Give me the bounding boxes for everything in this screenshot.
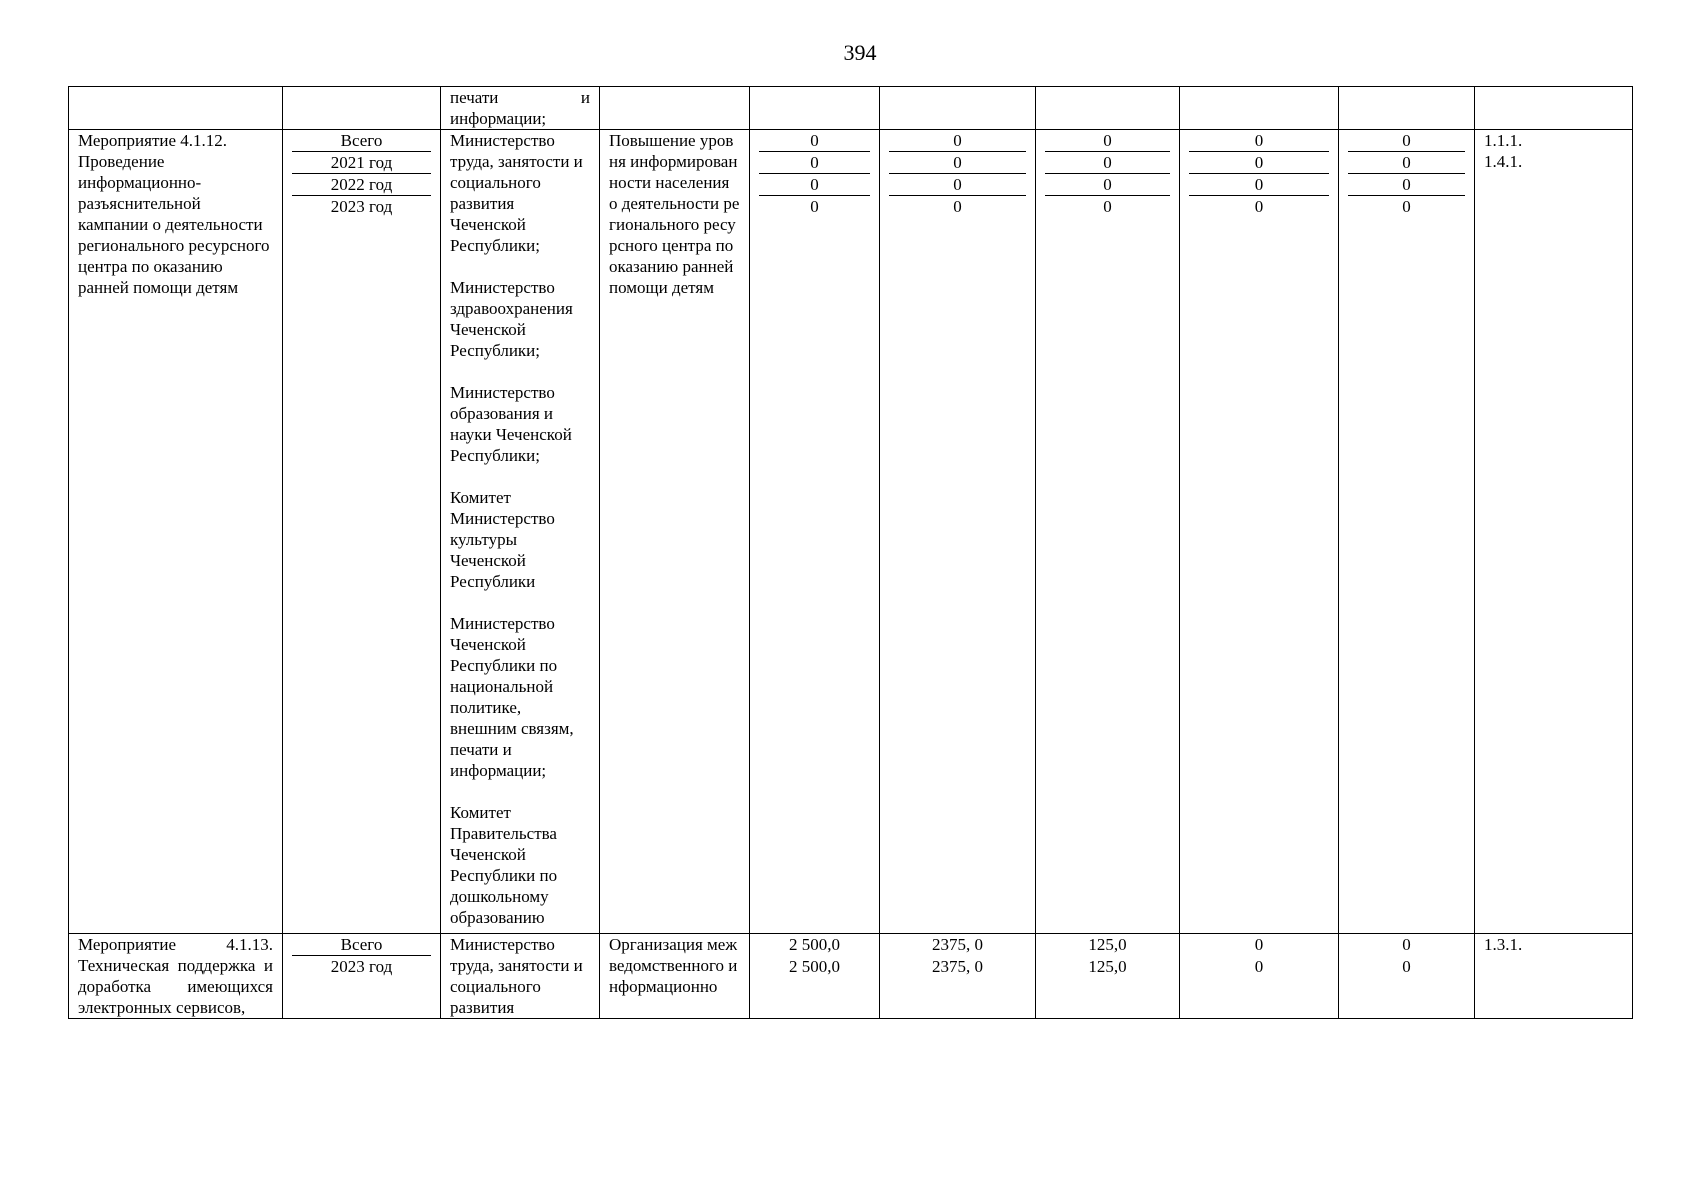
amount-col-1 <box>750 934 880 1019</box>
expected-result: Организация межведомственного информационно <box>609 935 738 996</box>
amount-value: 0 <box>889 174 1026 196</box>
table-row-continuation <box>69 87 1633 130</box>
amount-value: 0 <box>1348 152 1465 174</box>
executor-item: Министерство труда, занятости и социального развития <box>450 935 583 1017</box>
executors-cell <box>441 934 600 1019</box>
indicator-code: 1.1.1. <box>1484 131 1523 150</box>
amount-value: 2375, 0 <box>932 957 983 976</box>
cell-empty <box>600 87 750 130</box>
amount-value: 0 <box>759 174 870 196</box>
amount-value: 0 <box>1348 130 1465 152</box>
amount-value: 0 <box>889 152 1026 174</box>
amount-value: 2 500,0 <box>789 935 840 954</box>
amount-value: 0 <box>1402 957 1411 976</box>
amount-value: 0 <box>759 152 870 174</box>
cell-empty <box>1339 87 1475 130</box>
amount-value: 0 <box>1189 174 1329 196</box>
expected-result: Повышение уровня информированности населения о деятельности регионального ресурсного центра по оказанию ранней помощи детям <box>609 131 740 297</box>
executors-continuation-line: информации; <box>450 109 547 128</box>
amount-value: 125,0 <box>1088 935 1127 954</box>
period-label: Всего <box>292 130 431 152</box>
periods-cell <box>283 934 441 1019</box>
amount-value: 0 <box>1103 197 1112 216</box>
amount-value: 2375, 0 <box>932 935 983 954</box>
result-cell <box>600 130 750 934</box>
period-label: 2023 год <box>330 197 393 216</box>
executor-item: Министерство образования и науки Чеченской Республики; <box>450 383 572 465</box>
executor-item: Министерство труда, занятости и социального развития Чеченской Республики; <box>450 131 583 255</box>
page-number: 394 <box>843 40 877 65</box>
amount-col-4 <box>1180 934 1339 1019</box>
periods-cell <box>283 130 441 934</box>
table-row-4-1-13 <box>69 934 1633 1019</box>
amount-value: 0 <box>1045 174 1170 196</box>
amount-value: 0 <box>1045 130 1170 152</box>
amount-col-3 <box>1036 130 1180 934</box>
executor-item: Министерство здравоохранения Чеченской Республики; <box>450 278 573 360</box>
amount-col-1 <box>750 130 880 934</box>
period-label: 2022 год <box>292 174 431 196</box>
amount-value: 0 <box>1254 935 1264 954</box>
amount-col-5 <box>1339 130 1475 934</box>
indicators-cell <box>1475 934 1633 1019</box>
cell-empty <box>1036 87 1180 130</box>
executors-continuation <box>441 87 600 130</box>
measure-name <box>69 934 283 1019</box>
amount-value: 2 500,0 <box>789 957 840 976</box>
amount-value: 0 <box>1254 957 1264 976</box>
cell-empty <box>880 87 1036 130</box>
measure-name <box>69 130 283 934</box>
amount-value: 125,0 <box>1088 957 1127 976</box>
amount-value: 0 <box>889 130 1026 152</box>
amount-value: 0 <box>759 130 870 152</box>
period-label: 2023 год <box>330 957 393 976</box>
cell-empty <box>283 87 441 130</box>
amount-col-2 <box>880 130 1036 934</box>
executor-item: Комитет Правительства Чеченской Республики по дошкольному образованию <box>450 803 558 927</box>
amount-col-5 <box>1339 934 1475 1019</box>
period-label: Всего <box>292 934 431 956</box>
executors-continuation-line: печати и <box>450 88 590 107</box>
amount-col-4 <box>1180 130 1339 934</box>
indicator-code: 1.4.1. <box>1484 152 1523 171</box>
program-table <box>68 86 1633 1019</box>
amount-col-2 <box>880 934 1036 1019</box>
cell-empty <box>1180 87 1339 130</box>
executors-cell <box>441 130 600 934</box>
indicator-code: 1.3.1. <box>1484 935 1523 954</box>
cell-empty <box>69 87 283 130</box>
amount-value: 0 <box>1402 197 1411 216</box>
result-cell <box>600 934 750 1019</box>
cell-empty <box>750 87 880 130</box>
amount-value: 0 <box>1348 174 1465 196</box>
amount-value: 0 <box>1254 197 1264 216</box>
amount-value: 0 <box>953 197 962 216</box>
amount-value: 0 <box>1045 152 1170 174</box>
cell-empty <box>1475 87 1633 130</box>
executor-item: Комитет Министерство культуры Чеченской Республики <box>450 488 555 591</box>
table-row-4-1-12 <box>69 130 1633 934</box>
amount-value: 0 <box>1189 130 1329 152</box>
amount-value: 0 <box>1189 152 1329 174</box>
measure-name-text: Мероприятие 4.1.12. Проведение информационно-разъяснительной кампании о деятельности регионального ресурсного центра по оказанию ранней помощи детям <box>78 131 270 297</box>
amount-value: 0 <box>810 197 819 216</box>
amount-col-3 <box>1036 934 1180 1019</box>
indicators-cell <box>1475 130 1633 934</box>
executor-item: Министерство Чеченской Республики по национальной политике, внешним связям, печати и информации; <box>450 614 574 780</box>
period-label: 2021 год <box>292 152 431 174</box>
measure-name-text: Мероприятие 4.1.13. Техническая поддержка и доработка имеющихся электронных сервисов, <box>78 935 273 1017</box>
amount-value: 0 <box>1402 935 1411 954</box>
